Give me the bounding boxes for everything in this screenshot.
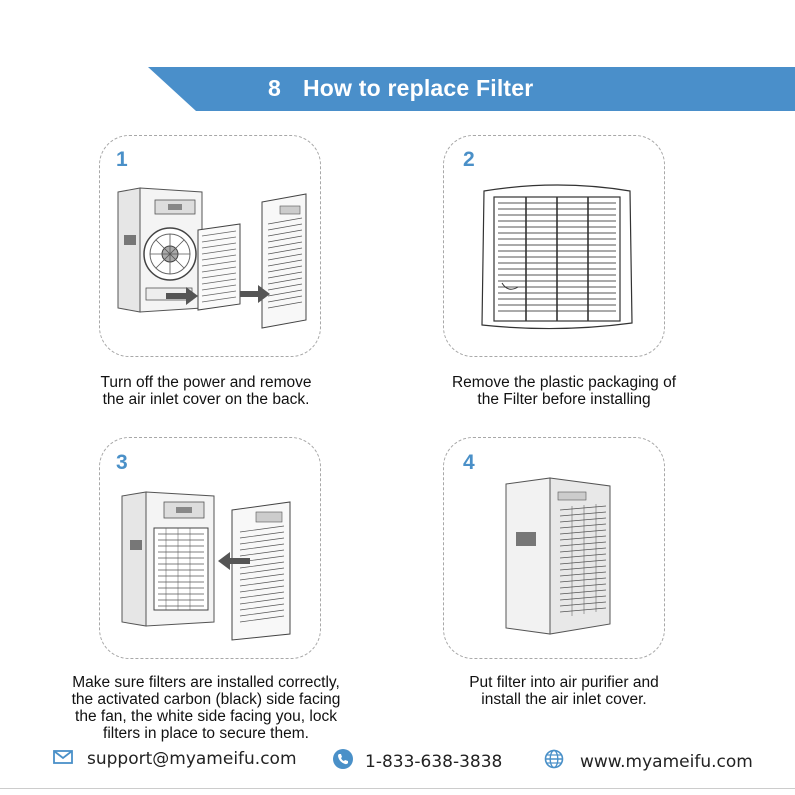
caption-line: Make sure filters are installed correctly, <box>72 674 340 691</box>
caption-line: install the air inlet cover. <box>481 691 647 708</box>
caption-line: the air inlet cover on the back. <box>102 391 310 408</box>
step-2-illustration <box>478 183 638 335</box>
globe-icon <box>544 749 564 774</box>
step-4-number: 4 <box>463 451 475 474</box>
footer-email[interactable] <box>53 749 297 769</box>
caption-line: Turn off the power and remove <box>100 374 312 391</box>
email-text[interactable]: support@myameifu.com <box>87 749 297 769</box>
step-4-illustration <box>500 474 620 638</box>
step-1-number: 1 <box>116 148 128 171</box>
step-2-number: 2 <box>463 148 475 171</box>
step-3-illustration <box>118 488 298 644</box>
footer-divider <box>0 788 795 789</box>
page-title <box>268 75 533 102</box>
caption-line: the fan, the white side facing you, lock <box>75 708 337 725</box>
banner-shape <box>0 0 795 120</box>
caption-line: Put filter into air purifier and <box>469 674 659 691</box>
step-2-caption <box>420 374 708 408</box>
caption-line: Remove the plastic packaging of <box>451 374 677 391</box>
section-title: How to replace Filter <box>303 75 534 101</box>
step-4-caption <box>430 674 698 708</box>
step-1-illustration <box>110 180 310 340</box>
step-3-number: 3 <box>116 451 128 474</box>
caption-line: the Filter before installing <box>477 391 651 408</box>
caption-line: filters in place to secure them. <box>103 725 309 742</box>
section-number: 8 <box>268 75 281 101</box>
phone-icon <box>333 749 353 774</box>
website-text[interactable]: www.myameifu.com <box>580 751 753 772</box>
header-banner <box>0 0 795 120</box>
step-3-caption <box>36 674 376 742</box>
footer-phone[interactable] <box>333 749 502 774</box>
footer-website[interactable] <box>544 749 753 774</box>
mail-icon <box>53 749 73 769</box>
step-1-caption <box>70 374 342 408</box>
caption-line: the activated carbon (black) side facing <box>71 691 341 708</box>
phone-text[interactable]: 1-833-638-3838 <box>365 751 503 772</box>
